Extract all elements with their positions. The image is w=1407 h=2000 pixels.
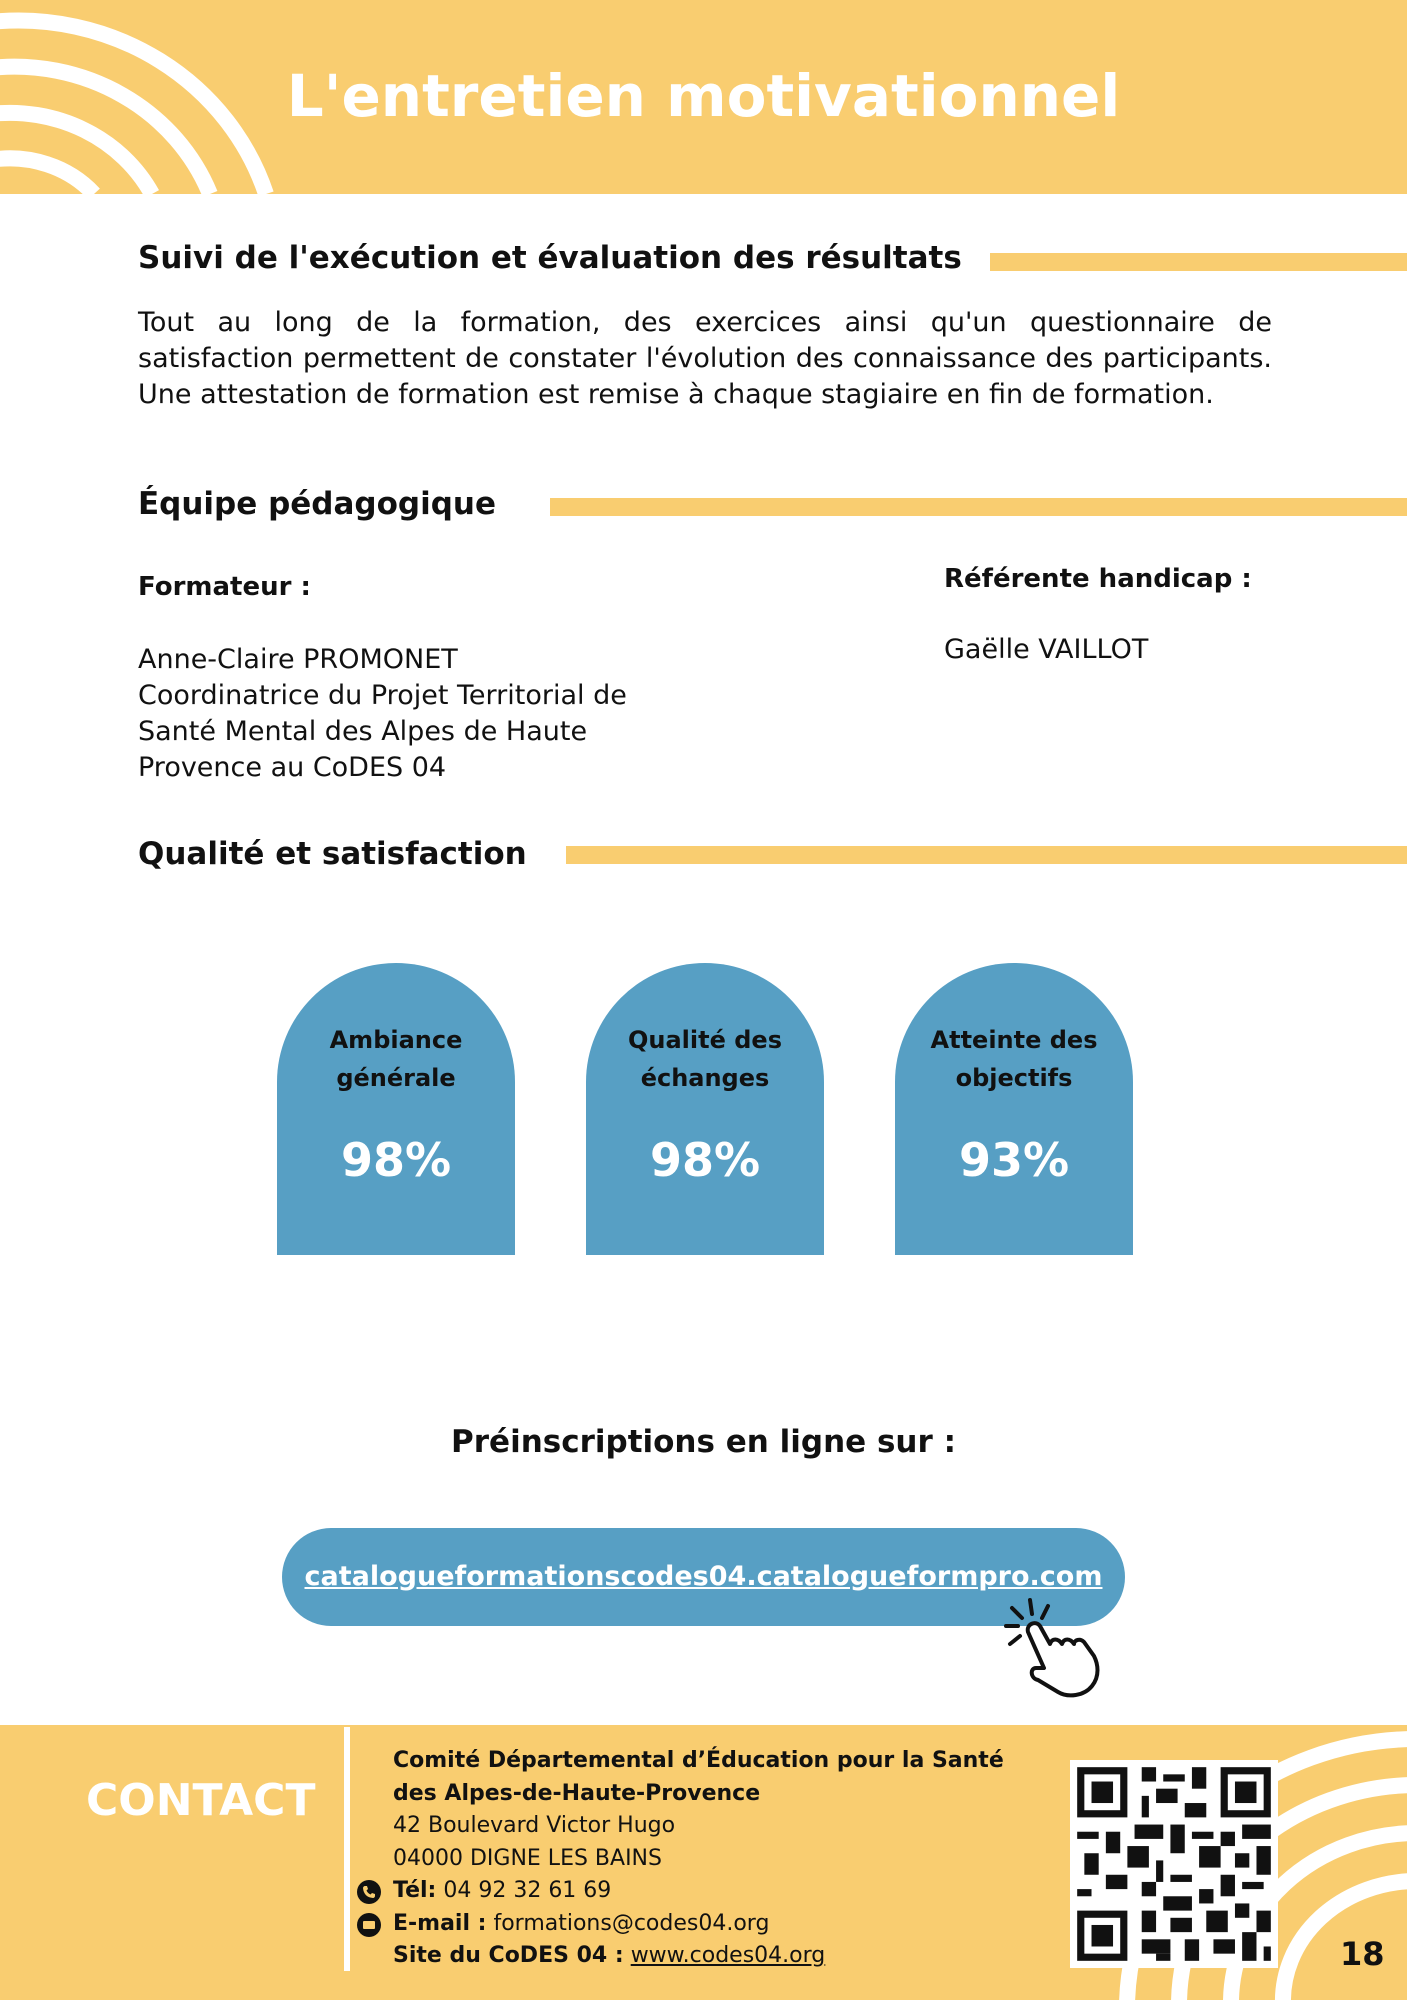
heading-bar-equipe <box>550 498 1407 516</box>
pointer-click-icon <box>998 1592 1108 1702</box>
formateur-details <box>138 642 627 786</box>
site-link[interactable]: www.codes04.org <box>630 1943 826 1968</box>
email-icon <box>357 1913 381 1937</box>
stat-card-label: Ambiance générale <box>329 1026 463 1092</box>
site-label: Site du CoDES 04 : <box>393 1943 624 1968</box>
formateur-line: Anne-Claire PROMONET <box>138 644 458 675</box>
phone-line <box>393 1875 1004 1908</box>
page-number: 18 <box>1340 1935 1385 1973</box>
referente-label: Référente handicap : <box>944 564 1252 594</box>
email-value[interactable]: formations@codes04.org <box>486 1910 770 1936</box>
qr-code-icon <box>1070 1760 1278 1968</box>
suivi-paragraph: Tout au long de la formation, des exercices ainsi qu'un questionnaire de satisfaction permettent de constater l'évolution des connaissance des participants. Une attestation de formation est remise à chaque stagiaire en fin de formation. <box>138 307 1272 410</box>
stat-card-ambiance <box>277 963 515 1255</box>
email-label: E-mail : <box>393 1910 487 1936</box>
org-name-line: des Alpes-de-Haute-Provence <box>393 1780 761 1806</box>
stat-card-label: Atteinte des objectifs <box>930 1026 1098 1092</box>
formateur-line: Santé Mental des Alpes de Haute <box>138 716 588 747</box>
page-footer <box>0 1725 1407 2000</box>
heading-bar-suivi <box>990 253 1407 271</box>
heading-equipe: Équipe pédagogique <box>138 486 496 522</box>
heading-suivi: Suivi de l'exécution et évaluation des résultats <box>138 240 962 276</box>
site-line <box>393 1940 1004 1973</box>
contact-title: CONTACT <box>86 1775 316 1826</box>
heading-qualite: Qualité et satisfaction <box>138 836 527 872</box>
stat-card-label: Qualité des échanges <box>628 1026 782 1092</box>
org-name-line: Comité Départemental d’Éducation pour la Santé <box>393 1748 1004 1773</box>
formateur-line: Coordinatrice du Projet Territorial de <box>138 680 627 711</box>
page-header <box>0 0 1407 194</box>
address-line: 42 Boulevard Victor Hugo <box>393 1813 676 1838</box>
heading-bar-qualite <box>566 846 1407 864</box>
stat-card-value: 93% <box>958 1133 1070 1187</box>
referente-name: Gaëlle VAILLOT <box>944 634 1149 665</box>
address-line: 04000 DIGNE LES BAINS <box>393 1845 662 1871</box>
preinscription-link[interactable]: catalogueformationscodes04.catalogueformpro.com <box>282 1528 1125 1626</box>
phone-value[interactable]: 04 92 32 61 69 <box>436 1878 612 1903</box>
phone-label: Tél: <box>393 1878 437 1903</box>
stat-card-value: 98% <box>340 1133 452 1187</box>
email-line <box>393 1908 1004 1941</box>
stat-card-echanges <box>586 963 824 1255</box>
preinscription-label: Préinscriptions en ligne sur : <box>451 1424 956 1460</box>
footer-divider <box>344 1727 350 1971</box>
page-title: L'entretien motivationnel <box>286 62 1121 130</box>
contact-info <box>393 1745 1004 1973</box>
stat-card-objectifs <box>895 963 1133 1255</box>
formateur-line: Provence au CoDES 04 <box>138 752 447 783</box>
stat-card-value: 98% <box>649 1133 761 1187</box>
formateur-label: Formateur : <box>138 572 311 602</box>
phone-icon <box>357 1880 381 1904</box>
